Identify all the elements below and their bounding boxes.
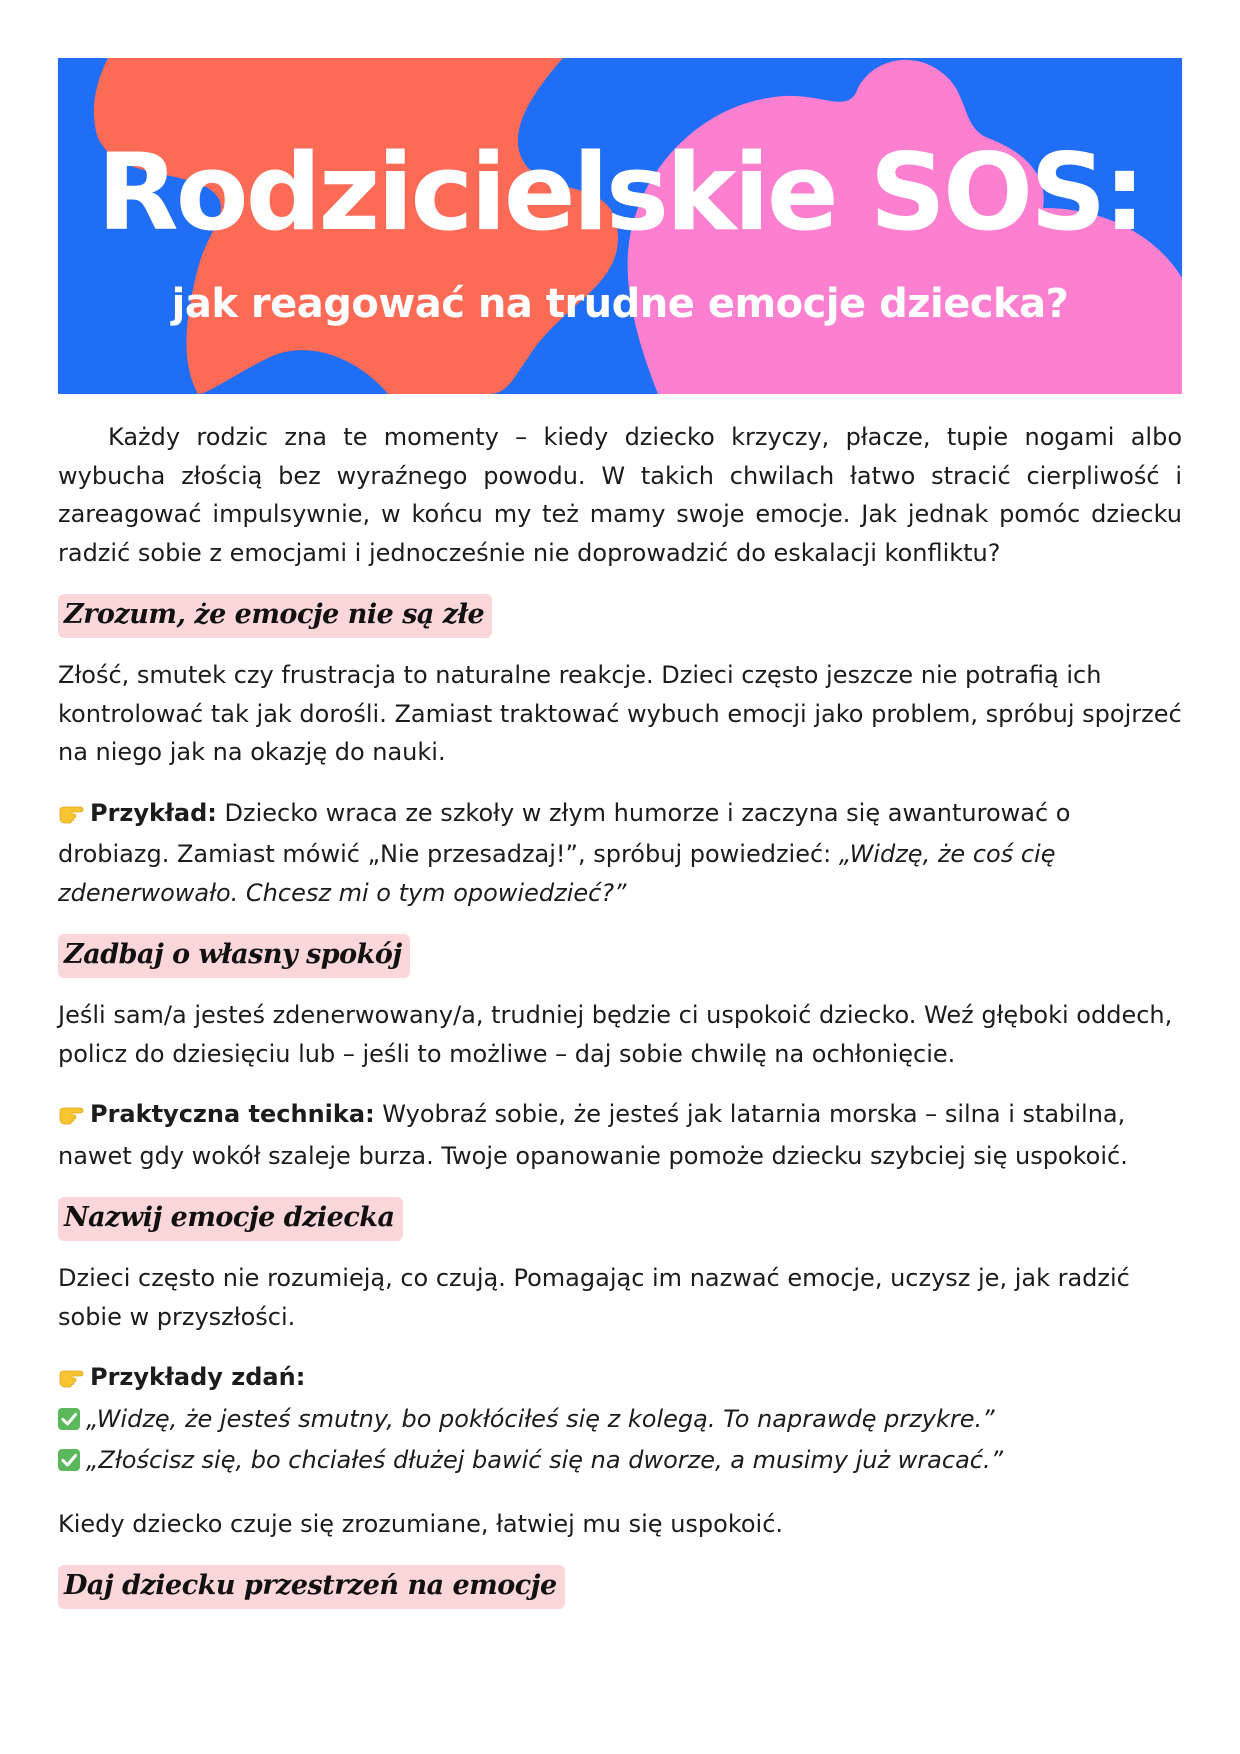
section-heading-wrapper [58,934,1182,978]
tip-quote: „Widzę, że coś cię zdenerwowało. Chcesz mi o tym opowiedzieć?” [58,840,1056,907]
tip-paragraph [58,794,1182,913]
tip-label: Przykład: [90,798,217,827]
page-subtitle: jak reagować na trudne emocje dziecka? [171,281,1069,327]
intro-paragraph: Każdy rodzic zna te momenty – kiedy dziecko krzyczy, płacze, tupie nogami albo wybucha złością bez wyraźnego powodu. W takich chwilach łatwo stracić cierpliwość i zareagować impulsywnie, w końcu my też mamy swoje emocje. Jak jednak pomóc dziecku radzić sobie z emocjami i jednocześnie nie doprowadzić do eskalacji konfliktu? [58,423,1182,567]
example-item [58,1400,1182,1442]
tip-text: Dziecko wraca ze szkoły w złym humorze i zaczyna się awanturować o drobiazg. Zamiast mówić „Nie przesadzaj!”, spróbuj powiedzieć: [58,798,1071,868]
examples-label-line [58,1358,1182,1400]
section-heading-wrapper [58,1565,1182,1609]
section-heading: Zrozum, że emocje nie są złe [58,594,492,638]
section-body: Jeśli sam/a jesteś zdenerwowany/a, trudniej będzie ci uspokoić dziecko. Weź głęboki oddech, policz do dziesięciu lub – jeśli to możliwe – daj sobie chwilę na ochłonięcie. [58,1001,1173,1068]
example-item [58,1441,1182,1483]
header-banner [58,58,1182,394]
section-closing: Kiedy dziecko czuje się zrozumiane, łatwiej mu się uspokoić. [58,1509,784,1538]
check-mark-icon [58,1403,80,1442]
section-heading: Nazwij emocje dziecka [58,1197,403,1241]
section-heading-wrapper [58,594,1182,638]
pointing-hand-icon [58,797,84,836]
tip-label: Praktyczna technika: [90,1100,375,1128]
section-heading: Daj dziecku przestrzeń na emocje [58,1565,565,1609]
article-content [58,418,1182,1627]
pointing-hand-icon [58,1098,84,1137]
example-text: „Widzę, że jesteś smutny, bo pokłóciłeś się z kolegą. To naprawdę przykre.” [86,1404,995,1433]
tip-paragraph [58,1095,1182,1175]
examples-label: Przykłady zdań: [90,1363,306,1391]
section-body: Dzieci często nie rozumieją, co czują. Pomagając im nazwać emocje, uczysz je, jak radzić sobie w przyszłości. [58,1264,1130,1331]
tip-text: Wyobraź sobie, że jesteś jak latarnia morska – silna i stabilna, nawet gdy wokół szaleje burza. Twoje opanowanie pomoże dziecku szybciej się uspokoić. [58,1100,1128,1170]
section-heading-wrapper [58,1197,1182,1241]
section-body: Złość, smutek czy frustracja to naturalne reakcje. Dzieci często jeszcze nie potrafią ich kontrolować tak jak dorośli. Zamiast traktować wybuch emocji jako problem, spróbuj spojrzeć na niego jak na okazję do nauki. [58,661,1182,766]
example-text: „Złościsz się, bo chciałeś dłużej bawić się na dworze, a musimy już wracać.” [86,1446,1004,1474]
pointing-hand-icon [58,1361,84,1400]
check-mark-icon [58,1444,80,1483]
page-title: Rodzicielskie SOS: [97,131,1143,254]
section-heading: Zadbaj o własny spokój [58,934,410,978]
